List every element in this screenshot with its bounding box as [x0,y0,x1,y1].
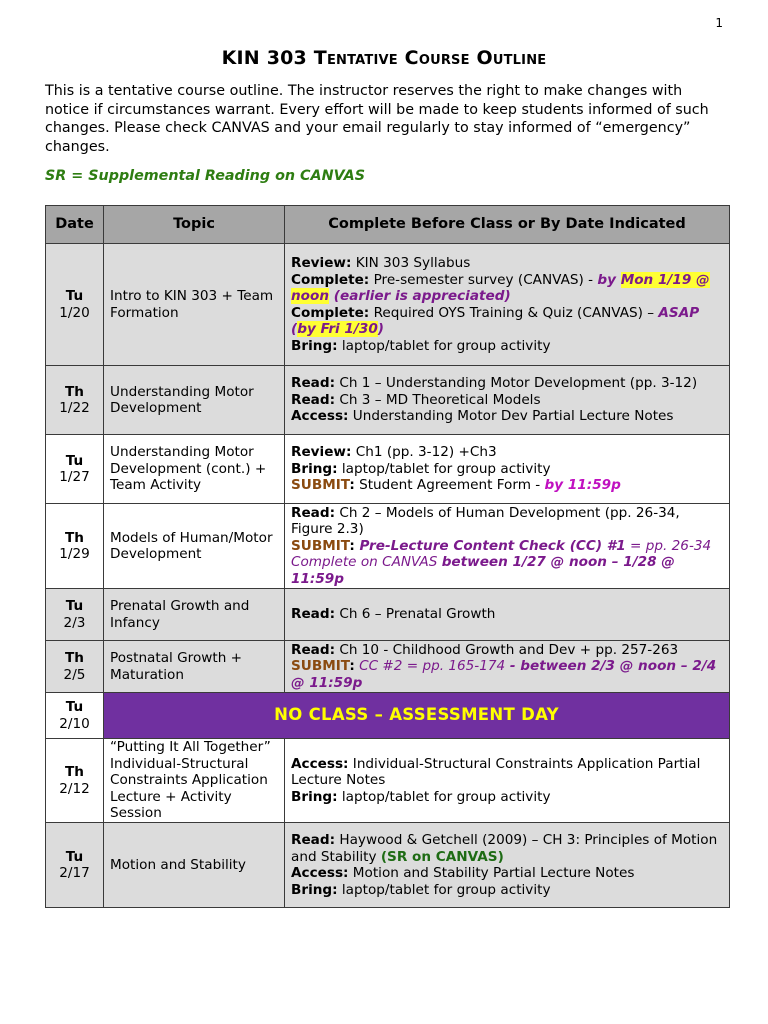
date-cell [46,435,104,504]
submit-colon: : [349,658,355,675]
topic-cell: “Putting It All Together” Individual-Structural Constraints Application Lecture + Activity Session [104,739,285,823]
task-text: laptop/tablet for group activity [337,337,551,354]
table-row [46,589,730,641]
submit-label: SUBMIT [291,537,350,554]
weekday: Th [65,764,84,780]
task-label: Read: [291,641,336,658]
date-cell [46,366,104,435]
intro-paragraph: This is a tentative course outline. The instructor reserves the right to make changes with notice if circumstances warrant. Every effort will be made to keep students informed of such changes. Please check CANVAS and your email regularly to stay informed of “emergency” changes. [45,83,709,155]
page-number: 1 [715,16,723,30]
tasks-cell [285,244,730,366]
task-text: Motion and Stability Partial Lecture Notes [348,865,635,881]
task-line [291,658,723,691]
task-line [291,832,723,865]
topic-cell: Intro to KIN 303 + Team Formation [104,244,285,366]
task-text: laptop/tablet for group activity [337,460,551,477]
date: 1/22 [59,400,90,416]
deadline-prefix: by [597,271,621,288]
date: 2/5 [63,666,86,683]
weekday: Tu [65,288,84,304]
task-line [291,375,723,392]
task-text: Complete on CANVAS [291,554,442,571]
task-text: Pre-semester survey (CANVAS) - [369,271,598,288]
topic-cell: Motion and Stability [104,823,285,908]
task-text: Understanding Motor Dev Partial Lecture Notes [348,408,674,425]
task-text: Individual-Structural Constraints Application Partial Lecture Notes [291,755,701,789]
page-title-text: KIN 303 Tentative Course Outline [221,47,547,69]
deadline-highlight: Mon 1/19 @ noon [291,271,710,304]
weekday: Tu [65,598,84,614]
date: 2/10 [59,715,90,732]
date: 2/12 [59,780,90,797]
table-row [46,739,730,823]
task-label: Access: [291,865,349,881]
topic-cell: Models of Human/Motor Development [104,504,285,589]
task-title: Pre-Lecture Content Check (CC) #1 [354,537,626,554]
table-row [46,244,730,366]
task-line [291,606,723,623]
task-line [291,444,723,461]
weekday: Tu [65,699,84,715]
task-text: Ch 1 – Understanding Motor Development (pp. 3-12) [335,375,698,392]
supplemental-reading-note: SR = Supplemental Reading on CANVAS [45,168,366,184]
task-text: laptop/tablet for group activity [337,881,551,898]
task-text: Ch 6 – Prenatal Growth [335,606,496,623]
date-cell [46,823,104,908]
task-text: Ch 2 – Models of Human Development (pp. 26-34, Figure 2.3) [291,504,680,538]
weekday: Th [65,650,84,666]
tasks-cell [285,366,730,435]
column-header-topic: Topic [104,206,285,244]
task-text: Student Agreement Form - [354,477,545,494]
task-line [291,338,723,355]
table-row [46,641,730,693]
task-line [291,255,723,272]
task-pages: = pp. 26-34 [625,537,712,554]
task-label: Read: [291,606,336,623]
task-line [291,882,723,899]
date: 1/27 [59,469,90,485]
task-label: Complete: [291,304,370,321]
table-row [46,366,730,435]
task-label: Bring: [291,460,338,477]
task-line [291,392,723,409]
topic-cell: Understanding Motor Development [104,366,285,435]
task-label: Review: [291,255,352,271]
task-line [291,505,723,538]
asap-text: ASAP [658,304,700,321]
date-cell [46,244,104,366]
topic-cell: Prenatal Growth and Infancy [104,589,285,641]
table-header-row [46,206,730,244]
weekday: Th [65,529,84,546]
date-cell [46,739,104,823]
weekday: Th [65,383,84,400]
task-line [291,789,723,806]
task-label: Read: [291,375,336,392]
tasks-cell [285,504,730,589]
weekday: Tu [65,848,84,865]
task-label: Bring: [291,337,338,354]
date-cell [46,504,104,589]
task-label: Bring: [291,788,338,805]
task-label: Review: [291,444,352,461]
task-line [291,461,723,478]
task-text: Ch1 (pp. 3-12) +Ch3 [351,444,497,461]
date: 1/20 [59,304,90,321]
task-line [291,305,723,338]
date-cell [46,693,104,739]
deadline-window: - between 2/3 @ noon – 2/4 @ 11:59p [291,658,717,691]
task-label: Complete: [291,271,370,288]
task-line [291,477,723,494]
task-text: Ch 3 – MD Theoretical Models [335,391,541,408]
deadline-note: (earlier is appreciated) [329,288,511,304]
task-text: Haywood & Getchell (2009) – CH 3: Principles of Motion and Stability [291,832,718,865]
column-header-date: Date [46,206,104,244]
task-line [291,554,723,587]
task-line [291,865,723,882]
paren-open: ( [291,321,298,337]
task-line [291,408,723,425]
task-label: Read: [291,504,336,521]
submit-colon: : [349,477,355,494]
topic-cell: Understanding Motor Development (cont.) + Team Activity [104,435,285,504]
page-title [0,47,768,69]
no-class-banner: NO CLASS – ASSESSMENT DAY [104,693,730,739]
submit-label: SUBMIT [291,477,350,494]
sr-tag: (SR on CANVAS) [380,848,504,865]
course-outline-table [45,205,730,908]
date: 1/29 [59,546,90,562]
task-label: Read: [291,832,336,848]
task-label: Bring: [291,881,338,898]
task-line [291,538,723,555]
task-line [291,642,723,659]
tasks-cell [285,641,730,693]
deadline-text: by 11:59p [544,477,621,494]
task-text: KIN 303 Syllabus [351,255,471,271]
deadline-window: between 1/27 @ noon – 1/28 @ 11:59p [291,554,675,587]
tasks-cell [285,823,730,908]
table-row [46,693,730,739]
task-text: laptop/tablet for group activity [337,788,551,805]
tasks-cell [285,435,730,504]
task-label: Access: [291,755,349,772]
task-text: Required OYS Training & Quiz (CANVAS) – [369,304,659,321]
task-title: CC #2 = pp. 165-174 [354,658,506,675]
task-text: Ch 10 - Childhood Growth and Dev + pp. 257-263 [335,641,679,658]
task-line [291,756,723,789]
date: 2/17 [59,865,90,881]
table-row [46,823,730,908]
tasks-cell [285,589,730,641]
weekday: Tu [65,452,84,469]
task-line [291,272,723,305]
submit-colon: : [349,537,355,554]
date: 2/3 [63,614,86,631]
paren-close: ) [377,321,384,337]
column-header-tasks: Complete Before Class or By Date Indicated [285,206,730,244]
topic-cell: Postnatal Growth + Maturation [104,641,285,693]
table-row [46,504,730,589]
date-cell [46,641,104,693]
table-row [46,435,730,504]
deadline-highlight: by Fri 1/30 [297,321,378,337]
tasks-cell [285,739,730,823]
task-label: Access: [291,408,349,425]
task-label: Read: [291,391,336,408]
submit-label: SUBMIT [291,658,350,675]
date-cell [46,589,104,641]
